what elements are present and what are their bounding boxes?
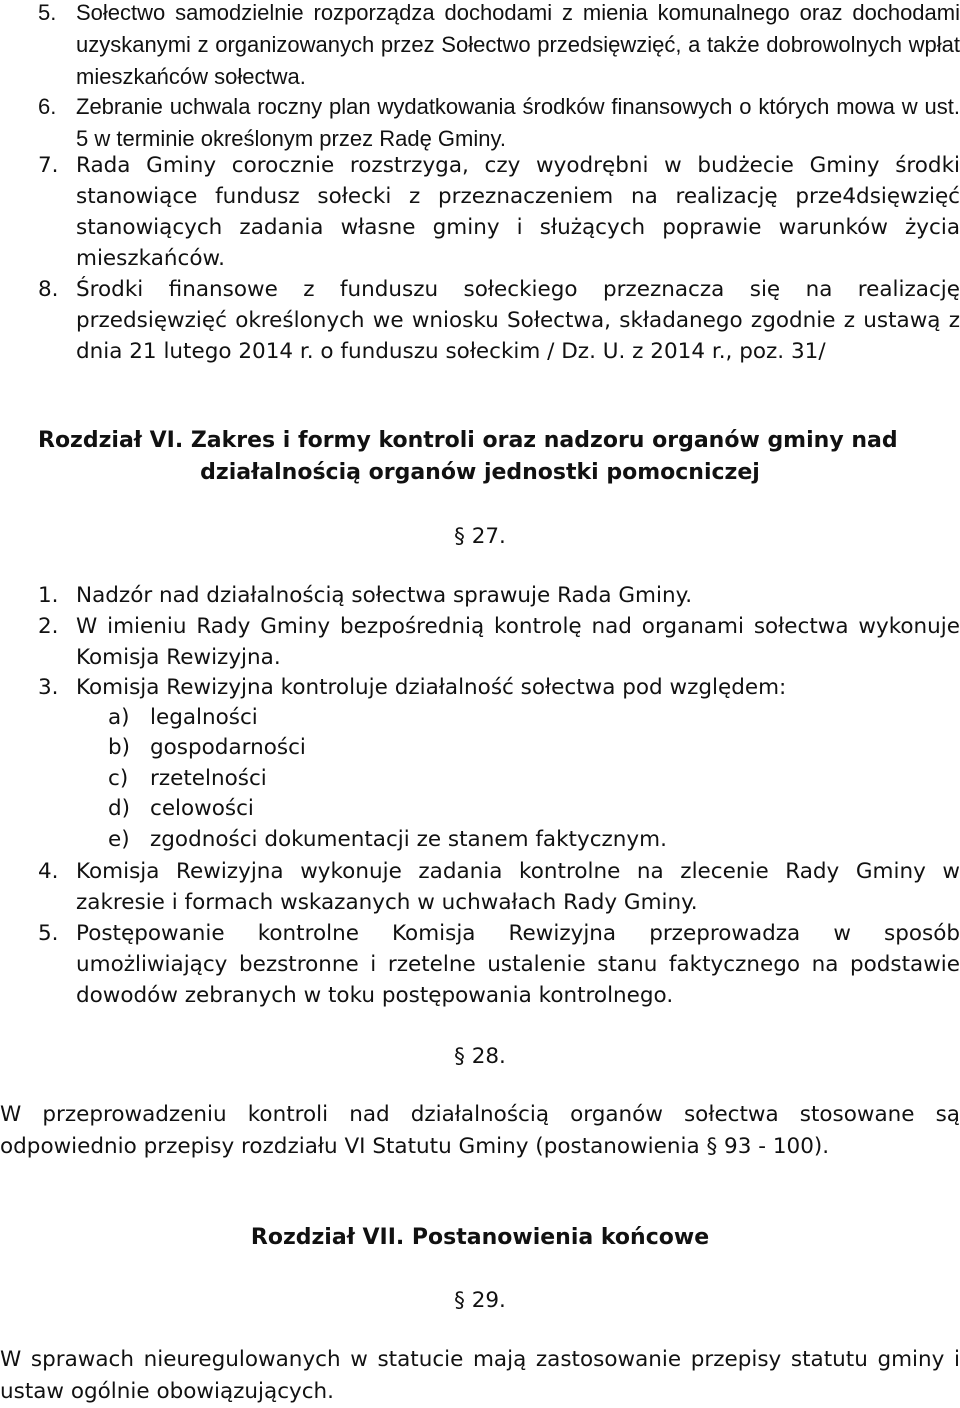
sub-item-text: rzetelności	[150, 766, 267, 791]
item-number: 2.	[38, 614, 59, 639]
chapter-heading: Rozdział VI. Zakres i formy kontroli oraz nadzoru organów gminy nad	[38, 428, 898, 453]
sub-item	[108, 825, 908, 855]
item-text: Nadzór nad działalnością sołectwa sprawuje Rada Gminy.	[76, 583, 693, 608]
sub-item-text: gospodarności	[150, 735, 306, 760]
chapter-heading-continued: działalnością organów jednostki pomocniczej	[200, 460, 760, 485]
paragraph-number: § 29.	[454, 1288, 506, 1313]
list-item	[38, 91, 960, 155]
list-item	[38, 580, 960, 611]
item-text: W imieniu Rady Gminy bezpośrednią kontrolę nad organami sołectwa wykonuje Komisja Rewizyjna.	[76, 614, 960, 670]
item-number: 6.	[38, 94, 57, 119]
list-item	[38, 611, 960, 673]
sub-item-letter: b)	[108, 735, 131, 760]
sub-item-letter: d)	[108, 796, 131, 821]
sub-item	[108, 733, 908, 763]
item-number: 4.	[38, 859, 59, 884]
item-text: Komisja Rewizyjna wykonuje zadania kontrolne na zlecenie Rady Gminy w zakresie i formach wskazanych w uchwałach Rady Gminy.	[76, 859, 960, 915]
item-text: Sołectwo samodzielnie rozporządza dochodami z mienia komunalnego oraz dochodami uzyskanymi z organizowanych przez Sołectwo przedsięwzięć, a także dobrowolnych wpłat mieszkańców sołectwa.	[76, 0, 960, 89]
sub-item-letter: e)	[108, 827, 130, 852]
chapter-heading: Rozdział VII. Postanowienia końcowe	[250, 1225, 710, 1250]
item-text: Zebranie uchwala roczny plan wydatkowania środków finansowych o których mowa w ust. 5 w terminie określonym przez Radę Gminy.	[76, 94, 960, 151]
item-number: 3.	[38, 675, 59, 700]
paragraph-text: W sprawach nieuregulowanych w statucie mają zastosowanie przepisy statutu gminy i ustaw ogólnie obowiązujących.	[0, 1347, 960, 1404]
list-item	[38, 150, 960, 274]
list-item	[38, 274, 960, 367]
paragraph-text: W przeprowadzeniu kontroli nad działalnością organów sołectwa stosowane są odpowiednio przepisy rozdziału VI Statutu Gminy (postanowienia § 93 - 100).	[0, 1102, 960, 1159]
item-number: 5.	[38, 0, 57, 25]
item-text: Rada Gminy corocznie rozstrzyga, czy wyodrębni w budżecie Gminy środki stanowiące fundusz sołecki z przeznaczeniem na realizację prze4dsięwzięć stanowiących zadania własne gminy i służących poprawie warunków życia mieszkańców.	[76, 153, 960, 271]
item-number: 8.	[38, 277, 59, 302]
item-text: Komisja Rewizyjna kontroluje działalność sołectwa pod względem:	[76, 675, 787, 700]
sub-item-text: zgodności dokumentacji ze stanem faktycznym.	[150, 827, 667, 852]
sub-item-letter: c)	[108, 766, 129, 791]
sub-item-text: legalności	[150, 705, 258, 730]
paragraph-number: § 28.	[454, 1044, 506, 1069]
item-number: 1.	[38, 583, 59, 608]
sub-item	[108, 764, 908, 794]
item-number: 5.	[38, 921, 59, 946]
list-item	[38, 856, 960, 918]
paragraph-number: § 27.	[454, 524, 506, 549]
item-text: Środki finansowe z funduszu sołeckiego przeznacza się na realizację przedsięwzięć określonych we wniosku Sołectwa, składanego zgodnie z ustawą z dnia 21 lutego 2014 r. o funduszu sołeckim / Dz. U. z 2014 r., poz. 31/	[76, 277, 960, 364]
list-item	[38, 0, 960, 93]
sub-item-letter: a)	[108, 705, 130, 730]
item-number: 7.	[38, 153, 59, 178]
list-item	[38, 672, 960, 703]
sub-item-text: celowości	[150, 796, 254, 821]
sub-item	[108, 794, 908, 824]
list-item	[38, 918, 960, 1011]
sub-item	[108, 703, 908, 733]
item-text: Postępowanie kontrolne Komisja Rewizyjna przeprowadza w sposób umożliwiający bezstronne i rzetelne ustalenie stanu faktycznego na podstawie dowodów zebranych w toku postępowania kontrolnego.	[76, 921, 960, 1008]
